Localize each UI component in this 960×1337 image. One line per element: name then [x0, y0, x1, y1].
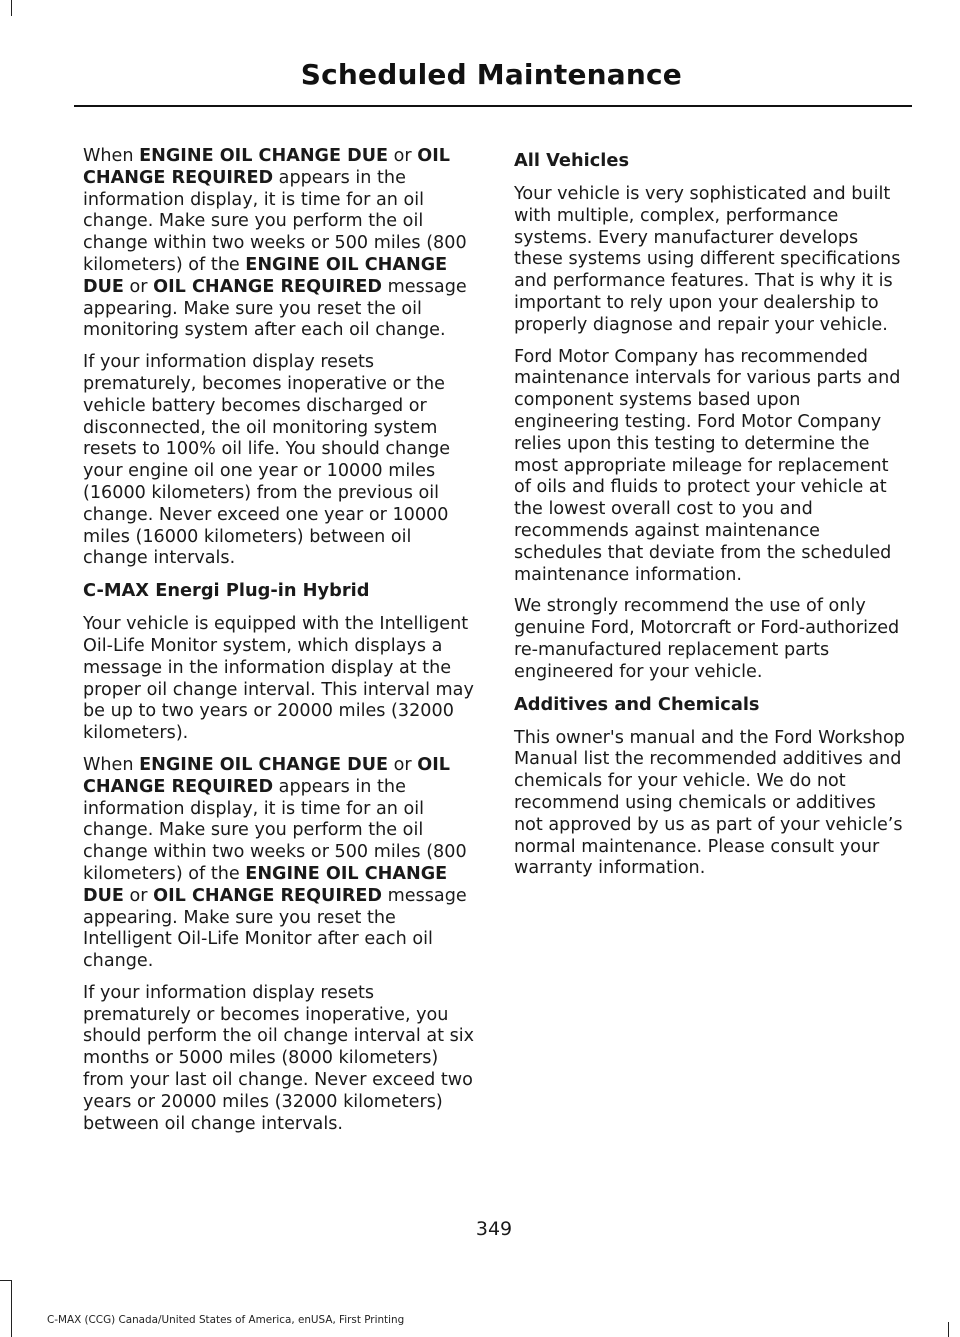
text: When [83, 754, 140, 775]
message-engine-oil-change-due: ENGINE OIL CHANGE DUE [139, 754, 389, 775]
page-number: 349 [475, 1218, 513, 1240]
crop-mark-top-left [11, 0, 12, 16]
message-engine-oil-change-due: ENGINE OIL CHANGE DUE [83, 863, 448, 906]
edition-footer: C-MAX (CCG) Canada/United States of America, enUSA, First Printing [47, 1314, 405, 1326]
paragraph-energi-display-reset: If your information display resets prematurely or becomes inoperative, you should perform the oil change interval at six months or 5000 miles (8000 kilometers) from your last oil change. Never exceed two years or 20000 miles (32000 kilometers) between oil change intervals. [83, 982, 475, 1134]
text: appears in the information display, it is time for an oil change. Make sure you perform the oil change within two weeks or 500 miles (800 kilometers) of the [83, 776, 467, 884]
text: or [388, 146, 418, 166]
paragraph-additives: This owner's manual and the Ford Workshop Manual list the recommended additives and chemicals for your vehicle. We do not recommend using chemicals or additives not approved by us as part of your vehicle’s normal maintenance. Please consult your warranty information. [514, 727, 905, 879]
right-column [514, 146, 908, 890]
message-oil-change-required: OIL CHANGE REQUIRED [153, 885, 383, 906]
section-heading-all-vehicles: All Vehicles [514, 150, 630, 171]
section-heading-cmax-energi: C-MAX Energi Plug-in Hybrid [83, 580, 370, 602]
text: message appearing. Make sure you reset the Intelligent Oil-Life Monitor after each oil change. [83, 885, 467, 972]
text: or [123, 885, 154, 906]
paragraph-energi-oil-change-message [83, 755, 475, 973]
text: message appearing. Make sure you reset the oil monitoring system after each oil change. [83, 276, 467, 341]
text: appears in the information display, it is time for an oil change. Make sure you perform the oil change within two weeks or 500 miles (800 kilometers) of the [83, 167, 467, 275]
crop-mark-bottom-right [948, 1322, 949, 1337]
left-column [83, 146, 475, 1145]
message-engine-oil-change-due: ENGINE OIL CHANGE DUE [139, 146, 389, 166]
paragraph-genuine-parts: We strongly recommend the use of only genuine Ford, Motorcraft or Ford-authorized re-manufactured replacement parts engineered for your vehicle. [514, 596, 900, 682]
header-divider [74, 105, 912, 107]
crop-mark-bottom-left [11, 1280, 12, 1337]
message-oil-change-required: OIL CHANGE REQUIRED [83, 146, 450, 188]
message-engine-oil-change-due: ENGINE OIL CHANGE DUE [83, 254, 448, 297]
crop-mark-bottom-left-horizontal [0, 1280, 12, 1281]
paragraph-sophisticated-systems: Your vehicle is very sophisticated and built with multiple, complex, performance systems. Every manufacturer develops these systems using different specifications and performance features. That is why it is important to rely upon your dealership to properly diagnose and repair your vehicle. [514, 184, 901, 335]
paragraph-display-reset: If your information display resets prematurely, becomes inoperative or the vehicle battery becomes discharged or disconnected, the oil monitoring system resets to 100% oil life. You should change your engine oil one year or 10000 miles (16000 kilometers) from the previous oil change. Never exceed one year or 10000 miles (16000 kilometers) between oil change intervals. [83, 352, 451, 569]
text: or [388, 754, 418, 775]
message-oil-change-required: OIL CHANGE REQUIRED [153, 276, 383, 297]
text: When [83, 146, 140, 166]
paragraph-oil-life-monitor: Your vehicle is equipped with the Intelligent Oil-Life Monitor system, which displays a message in the information display at the proper oil change interval. This interval may be up to two years or 20000 miles (32000 kilometers). [83, 614, 474, 744]
section-heading-additives: Additives and Chemicals [514, 693, 760, 715]
paragraph-recommended-intervals: Ford Motor Company has recommended maintenance intervals for various parts and component systems based upon engineering testing. Ford Motor Company relies upon this testing to determine the most appropriate mileage for replacement of oils and fluids to protect your vehicle at the lowest overall cost to you and recommends against maintenance schedules that deviate from the scheduled maintenance information. [514, 346, 901, 585]
paragraph-oil-change-message [83, 146, 475, 342]
page-title: Scheduled Maintenance [300, 58, 682, 91]
message-oil-change-required: OIL CHANGE REQUIRED [83, 754, 450, 797]
text: or [123, 276, 154, 297]
